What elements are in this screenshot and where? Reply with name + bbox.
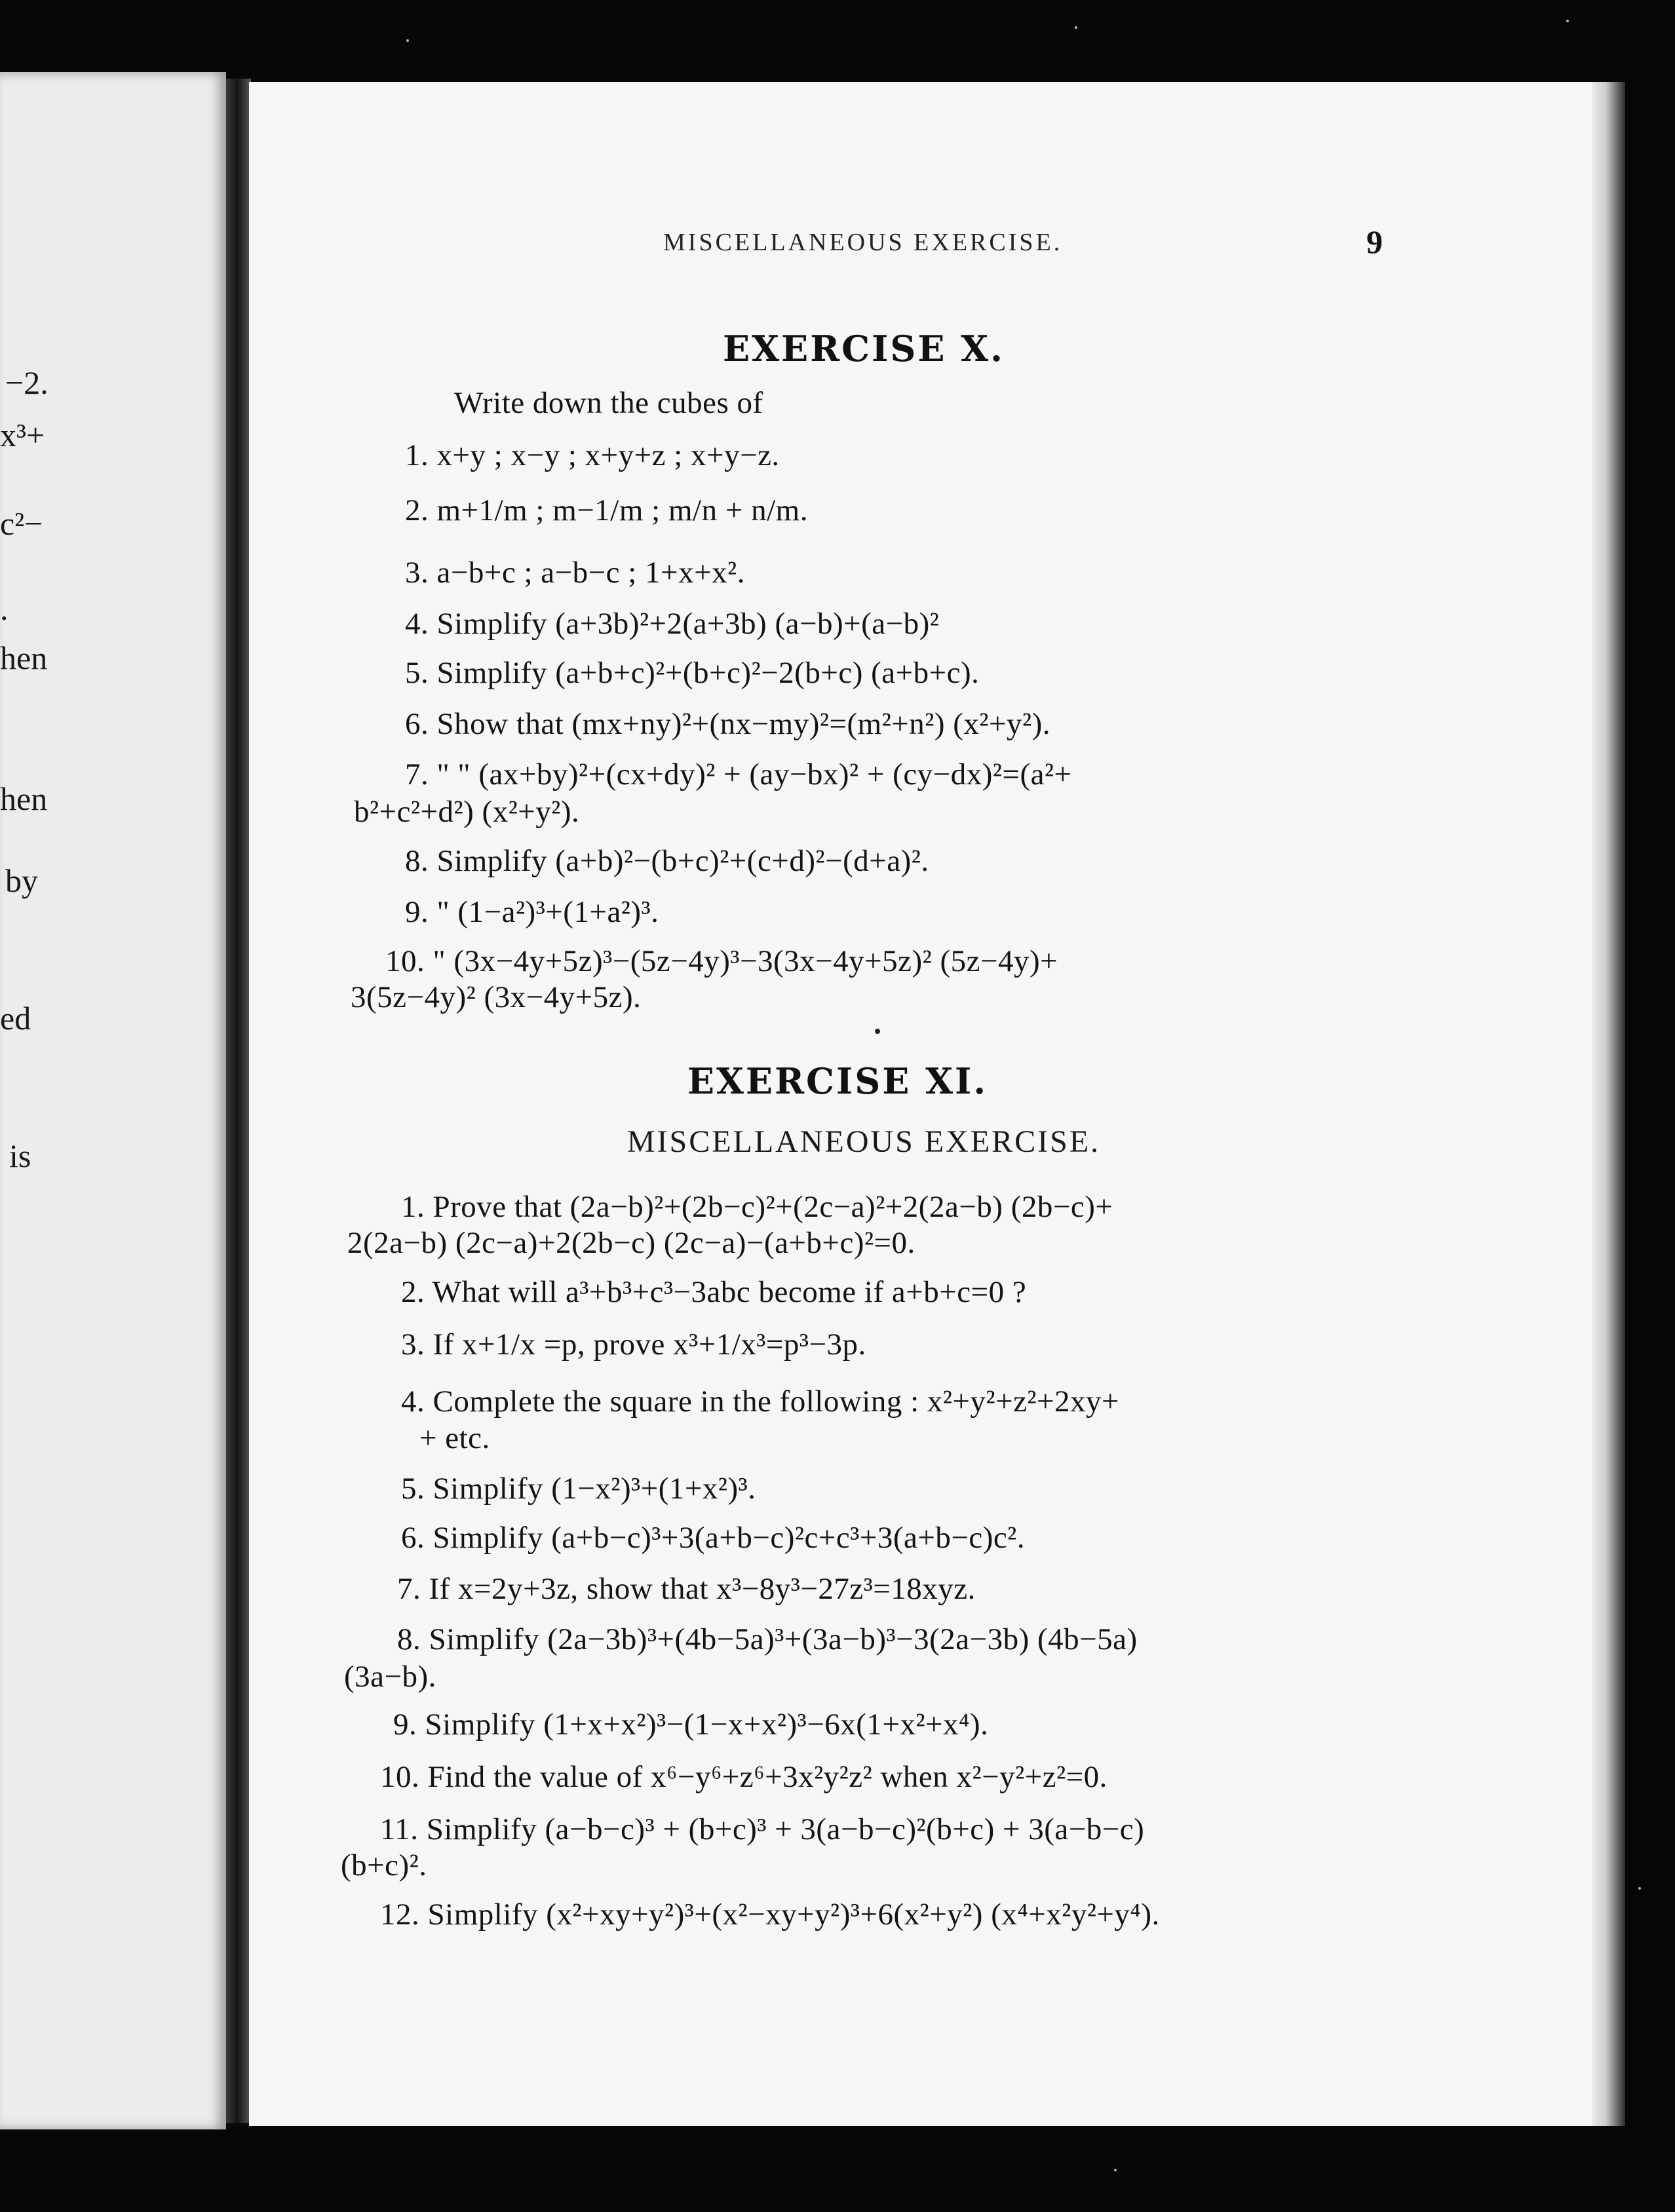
prev-fragment: x³+ [0,417,45,453]
exercise-x-line: 7. " " (ax+by)²+(cx+dy)² + (ay−bx)² + (cy−dx)²=(a²+ [405,757,1072,791]
exercise-x-line: b²+c²+d²) (x²+y²). [354,795,580,829]
exercise-xi-line: 7. If x=2y+3z, show that x³−8y³−27z³=18xyz. [397,1572,976,1606]
printer-dot [875,1029,880,1034]
scan-bottom-border [0,2126,1675,2212]
scan-speck [1566,20,1569,22]
scan-speck [1075,26,1077,29]
exercise-xi-line: 11. Simplify (a−b−c)³ + (b+c)³ + 3(a−b−c)²(b+c) + 3(a−b−c) [380,1812,1145,1846]
exercise-xi-line: 2. What will a³+b³+c³−3abc become if a+b+c=0 ? [401,1275,1027,1309]
scan-speck [1638,1887,1641,1890]
exercise-xi-line: 12. Simplify (x²+xy+y²)³+(x²−xy+y²)³+6(x²+y²) (x⁴+x²y²+y⁴). [380,1897,1160,1932]
exercise-xi-heading: EXERCISE XI. [687,1060,988,1102]
prev-fragment: c²− [0,505,43,542]
prev-fragment: ed [0,1000,31,1037]
running-head: MISCELLANEOUS EXERCISE. [663,229,1063,256]
exercise-xi-line: (3a−b). [344,1660,436,1694]
exercise-xi-line: 6. Simplify (a+b−c)³+3(a+b−c)²c+c³+3(a+b−c)c². [401,1521,1026,1555]
exercise-xi-line: 8. Simplify (2a−3b)³+(4b−5a)³+(3a−b)³−3(2a−3b) (4b−5a) [397,1622,1138,1656]
prev-fragment: hen [0,639,48,676]
exercise-x-line: 5. Simplify (a+b+c)²+(b+c)²−2(b+c) (a+b+c). [405,656,980,690]
prev-fragment: . [0,590,9,627]
exercise-x-line: 9. " (1−a²)³+(1+a²)³. [405,895,659,929]
exercise-x-line: 3(5z−4y)² (3x−4y+5z). [351,980,642,1014]
exercise-xi-line: 9. Simplify (1+x+x²)³−(1−x+x²)³−6x(1+x²+x⁴). [393,1707,989,1742]
exercise-xi-line: 5. Simplify (1−x²)³+(1+x²)³. [401,1472,756,1506]
exercise-x-line: 1. x+y ; x−y ; x+y+z ; x+y−z. [405,438,780,472]
exercise-xi-line: 1. Prove that (2a−b)²+(2b−c)²+(2c−a)²+2(2a−b) (2b−c)+ [401,1190,1113,1224]
prev-fragment: hen [0,780,48,817]
exercise-xi-line: 3. If x+1/x =p, prove x³+1/x³=p³−3p. [401,1327,866,1362]
exercise-x-line: 8. Simplify (a+b)²−(b+c)²+(c+d)²−(d+a)². [405,844,929,878]
page-number: 9 [1366,223,1383,260]
exercise-x-line: 10. " (3x−4y+5z)³−(5z−4y)³−3(3x−4y+5z)² (5z−4y)+ [385,944,1058,978]
exercise-xi-line: 2(2a−b) (2c−a)+2(2b−c) (2c−a)−(a+b+c)²=0. [347,1226,915,1260]
prev-fragment: −2. [5,364,48,401]
prev-fragment: is [9,1137,31,1174]
scan-top-border [0,0,1675,85]
exercise-x-heading: EXERCISE X. [723,328,1005,370]
page-edge-shadow [1592,82,1625,2126]
scan-speck [1114,2169,1117,2171]
exercise-xi-line: + etc. [419,1421,490,1455]
exercise-x-line: 6. Show that (mx+ny)²+(nx−my)²=(m²+n²) (x²+y²). [405,707,1051,741]
exercise-x-line: 2. m+1/m ; m−1/m ; m/n + n/m. [405,493,808,527]
exercise-x-line: 3. a−b+c ; a−b−c ; 1+x+x². [405,556,745,590]
exercise-xi-line: 4. Complete the square in the following : x²+y²+z²+2xy+ [401,1384,1120,1419]
exercise-xi-line: 10. Find the value of x⁶−y⁶+z⁶+3x²y²z² when x²−y²+z²=0. [380,1760,1107,1794]
exercise-x-intro: Write down the cubes of [454,386,763,420]
exercise-xi-line: (b+c)². [341,1848,427,1882]
scan-speck [406,39,409,42]
exercise-x-line: 4. Simplify (a+3b)²+2(a+3b) (a−b)+(a−b)² [405,607,940,641]
exercise-xi-subheading: MISCELLANEOUS EXERCISE. [626,1124,1101,1159]
prev-fragment: by [5,862,38,899]
